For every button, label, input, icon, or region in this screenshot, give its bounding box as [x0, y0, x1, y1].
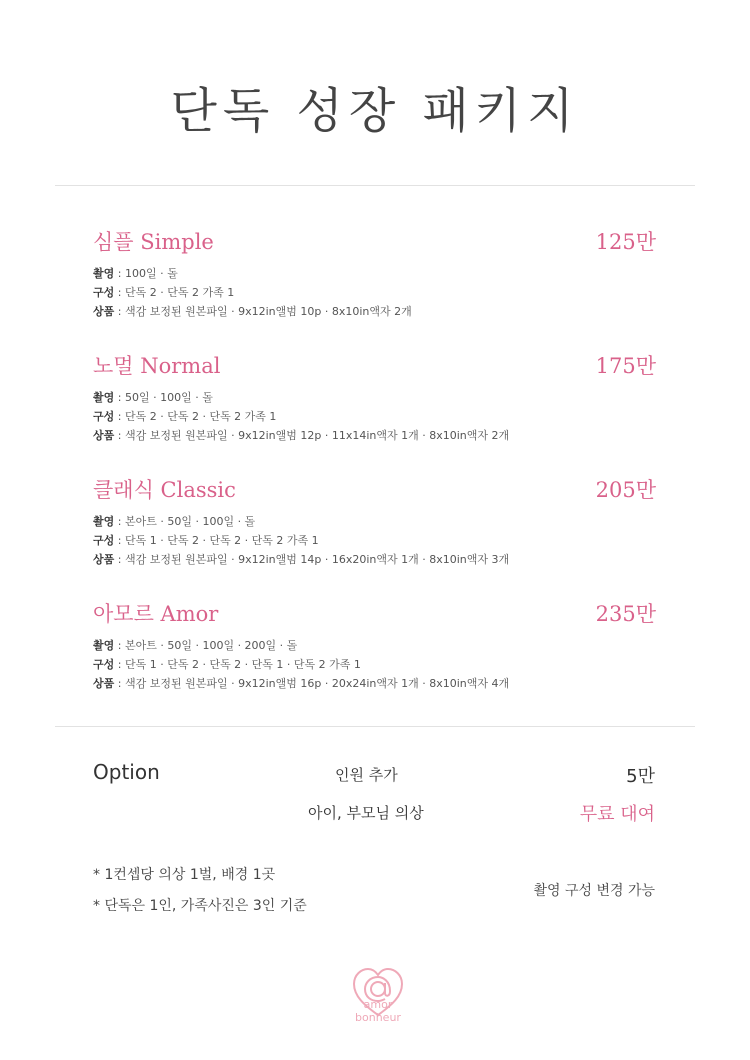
package-section [93, 598, 656, 693]
package-price: 235만 [595, 602, 656, 626]
note-text: * 단독은 1인, 가족사진은 3인 기준 [93, 898, 307, 914]
divider-top [55, 185, 695, 186]
detail-key: 상품 [93, 553, 115, 566]
detail-value: : 50일 · 100일 · 돌 [114, 391, 213, 404]
package-price: 205만 [595, 478, 656, 502]
package-price: 125만 [595, 230, 656, 254]
logo-text-bonheur: bonheur [355, 1011, 401, 1024]
detail-key: 상품 [93, 305, 115, 318]
package-section [93, 226, 656, 321]
page-title: 단독 성장 패키지 [170, 83, 580, 139]
package-section [93, 350, 656, 445]
package-detail-line [93, 407, 656, 426]
note-text: * 1컨셉당 의상 1벌, 배경 1곳 [93, 867, 276, 883]
package-header [93, 598, 656, 632]
package-details [93, 388, 656, 445]
detail-value: : 단독 2 · 단독 2 가족 1 [114, 286, 235, 299]
package-detail-line [93, 531, 656, 550]
package-detail-line [93, 655, 656, 674]
package-detail-line [93, 426, 656, 445]
package-detail-line [93, 302, 656, 321]
detail-key: 구성 [93, 658, 115, 671]
package-details [93, 636, 656, 693]
detail-value: : 색감 보정된 원본파일 · 9x12in앨범 14p · 16x20in액자 1개 · 8x10in액자 3개 [114, 553, 510, 566]
option-item-name: 아이, 부모님 의상 [308, 804, 424, 822]
package-header [93, 350, 656, 384]
detail-value: : 색감 보정된 원본파일 · 9x12in앨범 16p · 20x24in액자 1개 · 8x10in액자 4개 [114, 677, 510, 690]
detail-value: : 색감 보정된 원본파일 · 9x12in앨범 10p · 8x10in액자 2개 [114, 305, 412, 318]
detail-value: : 단독 2 · 단독 2 · 단독 2 가족 1 [114, 410, 277, 423]
package-section [93, 474, 656, 569]
note-right-text: 촬영 구성 변경 가능 [533, 883, 655, 899]
detail-key: 촬영 [93, 391, 115, 404]
package-detail-line [93, 512, 656, 531]
divider-bottom [55, 726, 695, 727]
detail-value: : 본아트 · 50일 · 100일 · 돌 [114, 515, 256, 528]
package-detail-line [93, 283, 656, 302]
package-header [93, 226, 656, 260]
detail-key: 촬영 [93, 639, 115, 652]
detail-value: : 100일 · 돌 [114, 267, 178, 280]
package-detail-line [93, 388, 656, 407]
detail-key: 구성 [93, 286, 115, 299]
detail-value: : 색감 보정된 원본파일 · 9x12in앨범 12p · 11x14in액자 1개 · 8x10in액자 2개 [114, 429, 510, 442]
detail-key: 상품 [93, 677, 115, 690]
option-label: Option [93, 760, 160, 784]
detail-value: : 본아트 · 50일 · 100일 · 200일 · 돌 [114, 639, 298, 652]
detail-key: 촬영 [93, 515, 115, 528]
package-details [93, 264, 656, 321]
detail-key: 구성 [93, 410, 115, 423]
package-price: 175만 [595, 354, 656, 378]
detail-key: 촬영 [93, 267, 115, 280]
package-name: 아모르 Amor [93, 602, 219, 626]
package-details [93, 512, 656, 569]
package-name: 클래식 Classic [93, 478, 236, 502]
package-header [93, 474, 656, 508]
detail-value: : 단독 1 · 단독 2 · 단독 2 · 단독 2 가족 1 [114, 534, 319, 547]
package-name: 심플 Simple [93, 230, 214, 254]
package-detail-line [93, 550, 656, 569]
option-item-price: 무료 대여 [579, 804, 655, 825]
detail-value: : 단독 1 · 단독 2 · 단독 2 · 단독 1 · 단독 2 가족 1 [114, 658, 361, 671]
logo-text-amor: amor [363, 998, 393, 1011]
package-detail-line [93, 264, 656, 283]
detail-key: 구성 [93, 534, 115, 547]
option-item-name: 인원 추가 [335, 766, 398, 784]
package-detail-line [93, 674, 656, 693]
detail-key: 상품 [93, 429, 115, 442]
option-item-price: 5만 [626, 766, 655, 787]
package-detail-line [93, 636, 656, 655]
package-name: 노멀 Normal [93, 354, 221, 378]
